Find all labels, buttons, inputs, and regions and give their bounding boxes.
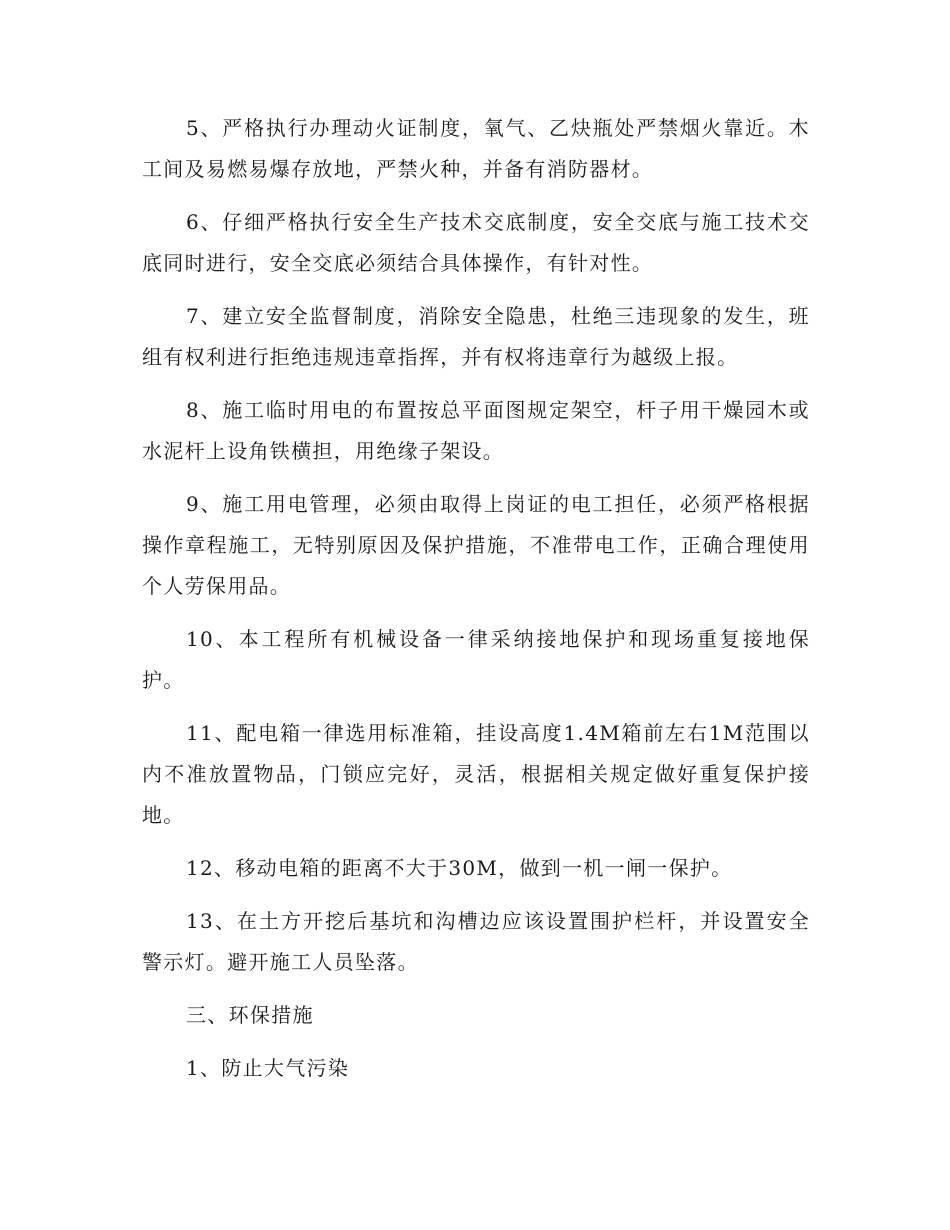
paragraph-item-8: 8、施工临时用电的布置按总平面图规定架空，杆子用干燥园木或水泥杆上设角铁横担，用绝缘子架设。: [142, 398, 810, 463]
paragraph-item-11: 11、配电箱一律选用标准箱，挂设高度1.4M箱前左右1M范围以内不准放置物品，门锁应完好，灵活，根据相关规定做好重复保护接地。: [142, 721, 810, 827]
paragraph-item-5: 5、严格执行办理动火证制度，氧气、乙炔瓶处严禁烟火靠近。木工间及易燃易爆存放地，严禁火种，并备有消防器材。: [142, 116, 810, 181]
paragraph-item-10: 10、本工程所有机械设备一律采纳接地保护和现场重复接地保护。: [142, 627, 810, 692]
paragraph-item-9: 9、施工用电管理，必须由取得上岗证的电工担任，必须严格根据操作章程施工，无特别原因及保护措施，不准带电工作，正确合理使用个人劳保用品。: [142, 492, 810, 598]
paragraph-item-7: 7、建立安全监督制度，消除安全隐患，杜绝三违现象的发生，班组有权利进行拒绝违规违章指挥，并有权将违章行为越级上报。: [142, 304, 810, 369]
section-heading-environmental: 三、环保措施: [186, 1003, 314, 1027]
subsection-heading-air-pollution: 1、防止大气污染: [186, 1056, 350, 1080]
paragraph-item-12: 12、移动电箱的距离不大于30M，做到一机一闸一保护。: [186, 856, 733, 880]
paragraph-item-13: 13、在土方开挖后基坑和沟槽边应该设置围护栏杆，并设置安全警示灯。避开施工人员坠落。: [142, 909, 810, 974]
document-body: [142, 108, 810, 1101]
paragraph-item-6: 6、仔细严格执行安全生产技术交底制度，安全交底与施工技术交底同时进行，安全交底必须结合具体操作，有针对性。: [142, 210, 810, 275]
